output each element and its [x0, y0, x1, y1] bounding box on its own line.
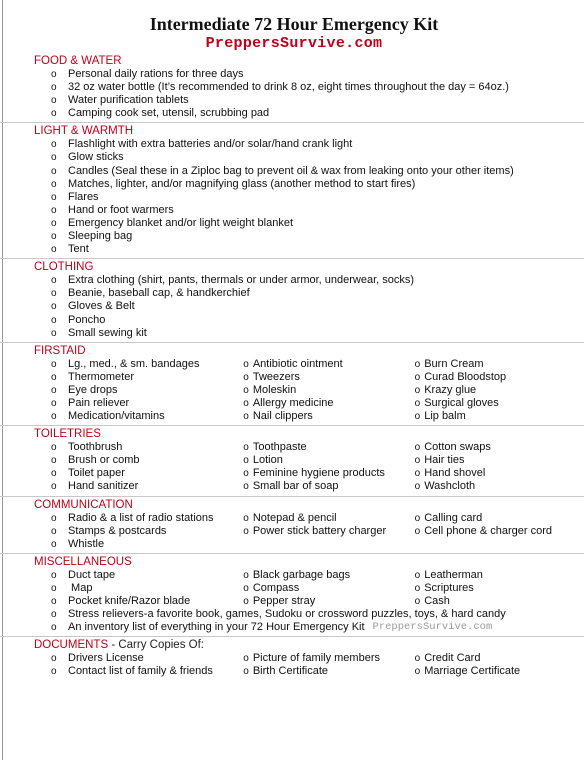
section-divider — [0, 425, 584, 426]
bullet-icon: o — [243, 569, 249, 581]
bullet-icon: o — [414, 468, 421, 480]
list-row — [34, 397, 584, 410]
list-item: Toilet paper — [68, 467, 125, 480]
bullet-icon: o — [243, 525, 249, 537]
bullet-icon: o — [51, 371, 57, 383]
section-communication — [34, 499, 584, 554]
bullet-icon: o — [51, 481, 57, 493]
list-item: o Water purification tablets — [51, 94, 189, 107]
list-item: Drivers License — [68, 652, 144, 665]
section-divider — [0, 342, 584, 343]
list-row — [34, 582, 584, 595]
bullet-icon: o — [414, 653, 421, 665]
bullet-icon: o — [414, 358, 421, 370]
bullet-icon: o — [51, 191, 57, 203]
bullet-icon: o — [51, 569, 57, 581]
section-divider — [0, 496, 584, 497]
list-item: Washcloth — [424, 480, 476, 493]
list-item: Moleskin — [252, 383, 297, 396]
bullet-icon: o — [51, 609, 57, 621]
page-title: Intermediate 72 Hour Emergency Kit — [149, 14, 439, 34]
list-item: o Emergency blanket and/or light weight blanket — [51, 216, 294, 229]
bullet-icon: o — [51, 384, 57, 396]
list-item: Burn Cream — [424, 357, 484, 370]
section-title: FOOD & WATER — [34, 55, 122, 67]
section-divider — [0, 553, 584, 554]
list-item: Compass — [252, 581, 300, 594]
section-food-water — [34, 55, 584, 123]
list-item: Hand shovel — [424, 467, 486, 480]
list-item: Scriptures — [424, 581, 474, 594]
list-item: Lip balm — [424, 410, 466, 423]
checklist — [34, 53, 584, 678]
section-documents — [34, 639, 584, 678]
bullet-icon: o — [51, 152, 57, 164]
list-item: Pocket knife/Razor blade — [68, 595, 191, 607]
bullet-icon: o — [51, 525, 57, 537]
list-item: Black garbage bags — [252, 568, 351, 581]
bullet-icon: o — [51, 165, 57, 177]
bullet-icon: o — [51, 301, 57, 313]
bullet-icon: o — [243, 397, 249, 409]
list-item: Lg., med., & sm. bandages — [68, 357, 200, 370]
section-title: MISCELLANEOUS — [34, 555, 132, 568]
bullet-icon: o — [243, 481, 249, 493]
bullet-icon: o — [414, 569, 421, 581]
bullet-icon: o — [51, 69, 57, 80]
list-item: Tweezers — [252, 370, 300, 383]
list-item: o Beanie, baseball cap, & handkerchief — [51, 287, 250, 300]
bullet-icon: o — [51, 538, 57, 550]
bullet-icon: o — [414, 512, 421, 524]
bullet-icon: o — [51, 442, 57, 454]
list-item: Power stick battery charger — [252, 524, 387, 537]
bullet-icon: o — [414, 525, 421, 537]
list-item: Cotton swaps — [424, 441, 491, 454]
list-item: Surgical gloves — [424, 396, 499, 409]
section-divider — [0, 258, 584, 259]
bullet-icon: o — [243, 596, 249, 607]
bullet-icon: o — [51, 139, 57, 151]
bullet-icon: o — [51, 622, 57, 634]
bullet-icon: o — [51, 455, 57, 467]
list-item: o Stress relievers-a favorite book, games, Sudoku or crossword puzzles, toys, & hard candy — [51, 608, 506, 621]
list-item: o Tent — [51, 243, 89, 256]
bullet-icon: o — [243, 468, 249, 480]
bullet-icon: o — [51, 275, 57, 287]
bullet-icon: o — [51, 178, 57, 190]
bullet-icon: o — [51, 653, 57, 665]
list-item: o Small sewing kit — [51, 326, 147, 339]
list-item: Cash — [424, 595, 450, 607]
section-title: TOILETRIES — [34, 428, 101, 441]
list-item: o An inventory list of everything in your 72 Hour Emergency Kit PreppersSurvive.com — [51, 621, 493, 634]
list-item: Credit Card — [424, 652, 481, 665]
list-item: Antibiotic ointment — [252, 357, 343, 370]
bullet-icon: o — [414, 481, 421, 493]
list-item: Cell phone & charger cord — [424, 524, 552, 537]
bullet-icon: o — [414, 582, 421, 594]
bullet-icon: o — [51, 397, 57, 409]
list-item: Toothbrush — [68, 441, 123, 454]
section-title: DOCUMENTS - Carry Copies Of: — [34, 639, 204, 652]
left-border-line — [2, 0, 3, 760]
list-row — [34, 454, 584, 467]
bullet-icon: o — [51, 108, 57, 120]
list-item: Radio & a list of radio stations — [68, 511, 214, 524]
bullet-icon: o — [51, 314, 57, 326]
bullet-icon: o — [414, 397, 421, 409]
list-item: Eye drops — [68, 383, 118, 396]
bullet-icon: o — [243, 653, 249, 665]
list-item: Brush or comb — [68, 454, 140, 467]
bullet-icon: o — [51, 217, 57, 229]
list-row — [34, 595, 584, 608]
list-item: Krazy glue — [424, 383, 477, 396]
section-title: COMMUNICATION — [34, 498, 133, 511]
list-item: Birth Certificate — [252, 665, 329, 678]
section-toiletries — [34, 428, 584, 496]
list-item: Toothpaste — [252, 441, 307, 454]
bullet-icon: o — [243, 384, 249, 396]
section-title: LIGHT & WARMTH — [34, 125, 134, 138]
list-row — [34, 652, 584, 665]
list-item: Leatherman — [424, 568, 483, 581]
bullet-icon: o — [51, 596, 57, 607]
bullet-icon: o — [51, 666, 57, 678]
list-item: Map — [68, 581, 93, 594]
bullet-icon: o — [51, 512, 57, 524]
bullet-icon: o — [51, 204, 57, 216]
section-firstaid — [34, 345, 584, 426]
bullet-icon: o — [51, 468, 57, 480]
section-clothing — [34, 261, 584, 342]
section-light-warmth — [34, 125, 584, 259]
bullet-icon: o — [51, 244, 57, 256]
list-item: Curad Bloodstop — [424, 370, 507, 383]
bullet-icon: o — [51, 327, 57, 339]
bullet-icon: o — [414, 411, 421, 423]
list-row — [34, 358, 584, 371]
bullet-icon: o — [243, 582, 249, 594]
bullet-icon: o — [414, 596, 421, 607]
list-item: o Camping cook set, utensil, scrubbing pad — [51, 107, 270, 120]
section-title: CLOTHING — [34, 261, 94, 274]
bullet-icon: o — [51, 231, 57, 243]
list-item: Nail clippers — [252, 410, 313, 423]
list-item: Marriage Certificate — [424, 665, 521, 678]
list-item: Notepad & pencil — [252, 511, 337, 524]
list-item: Allergy medicine — [252, 396, 334, 409]
list-item: o 32 oz water bottle (It’s recommended to drink 8 oz, eight times throughout the day = 64oz.) — [51, 81, 509, 94]
list-item: o Poncho — [51, 313, 106, 326]
list-item: o Whistle — [51, 537, 105, 550]
list-row — [34, 371, 584, 384]
list-row — [34, 512, 584, 525]
list-item: o Glow sticks — [51, 151, 124, 164]
list-item: Pepper stray — [252, 595, 316, 607]
bullet-icon: o — [414, 442, 421, 454]
bullet-icon: o — [243, 512, 249, 524]
list-item: Thermometer — [68, 370, 135, 383]
bullet-icon: o — [414, 455, 421, 467]
bullet-icon: o — [51, 358, 57, 370]
list-row — [34, 480, 584, 493]
list-item: Calling card — [424, 511, 483, 524]
bullet-icon: o — [243, 666, 249, 678]
list-item: Duct tape — [68, 568, 116, 581]
section-divider — [0, 636, 584, 637]
list-row — [34, 569, 584, 582]
list-row — [34, 441, 584, 454]
list-item: o Personal daily rations for three days — [51, 68, 244, 80]
bullet-icon: o — [51, 95, 57, 107]
bullet-icon: o — [51, 82, 57, 94]
list-item: o Flashlight with extra batteries and/or solar/hand crank light — [51, 138, 353, 151]
bullet-icon: o — [51, 582, 57, 594]
list-item: Stamps & postcards — [68, 524, 167, 537]
list-item: Feminine hygiene products — [252, 467, 385, 480]
bullet-icon: o — [414, 666, 421, 678]
list-item: o Extra clothing (shirt, pants, thermals or under armor, underwear, socks) — [51, 274, 415, 287]
list-item: Medication/vitamins — [68, 410, 165, 423]
list-item: Hand sanitizer — [68, 480, 139, 493]
site-name: PreppersSurvive.com — [205, 35, 383, 52]
bullet-icon: o — [243, 358, 249, 370]
list-item: Hair ties — [424, 454, 465, 467]
list-row — [34, 665, 584, 678]
bullet-icon: o — [243, 442, 249, 454]
section-title: FIRSTAID — [34, 344, 86, 357]
list-item: Lotion — [252, 454, 283, 467]
list-item: Pain reliever — [68, 396, 130, 409]
list-item: o Hand or foot warmers — [51, 203, 174, 216]
list-item: Picture of family members — [252, 652, 380, 665]
list-row — [34, 384, 584, 397]
list-item: o Candles (Seal these in a Ziploc bag to prevent oil & wax from leaking onto your other items) — [51, 164, 514, 177]
section-miscellaneous — [34, 556, 584, 637]
bullet-icon: o — [414, 371, 421, 383]
list-item: o Matches, lighter, and/or magnifying glass (another method to start fires) — [51, 177, 416, 190]
list-row — [34, 467, 584, 480]
list-row — [34, 410, 584, 423]
bullet-icon: o — [414, 384, 421, 396]
list-item: o Flares — [51, 190, 99, 203]
list-item: o Sleeping bag — [51, 230, 133, 243]
section-divider — [0, 122, 584, 123]
watermark-text: PreppersSurvive.com — [372, 621, 493, 634]
list-item: Small bar of soap — [252, 480, 339, 493]
bullet-icon: o — [243, 455, 249, 467]
list-item: o Gloves & Belt — [51, 300, 135, 313]
bullet-icon: o — [51, 288, 57, 300]
bullet-icon: o — [51, 411, 57, 423]
list-row — [34, 525, 584, 538]
bullet-icon: o — [243, 411, 249, 423]
list-item: Contact list of family & friends — [68, 665, 213, 678]
bullet-icon: o — [243, 371, 249, 383]
